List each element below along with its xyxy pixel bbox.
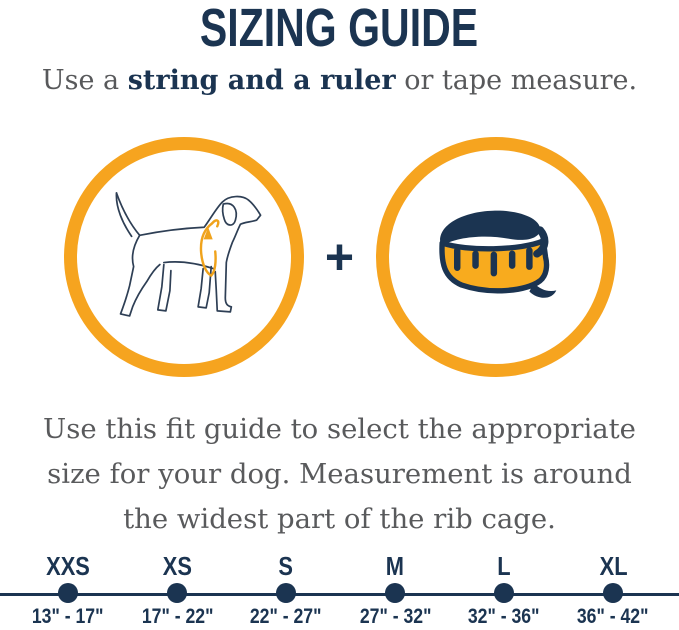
size-range: 36" - 42": [577, 605, 649, 628]
page-title: [0, 0, 679, 58]
subtitle-emphasis: string and a ruler: [127, 65, 396, 96]
size-range: 32" - 36": [467, 605, 540, 628]
size-col-xl: [548, 552, 678, 628]
dog-measure-circle: [64, 137, 304, 377]
size-dot: [603, 583, 623, 603]
size-dot: [167, 583, 187, 603]
instructions-line: Use this fit guide to select the appropriate: [43, 413, 636, 445]
size-label: XL: [599, 551, 628, 581]
subtitle-suffix: or tape measure.: [395, 65, 638, 96]
size-scale: [0, 552, 679, 630]
size-label: XXS: [46, 551, 90, 581]
size-dot: [494, 583, 514, 603]
fit-instructions: [0, 407, 679, 542]
size-range: 22" - 27": [250, 605, 322, 628]
size-range: 27" - 32": [359, 605, 431, 628]
size-range: 17" - 22": [141, 605, 214, 628]
size-label: XS: [162, 551, 192, 581]
size-range: 13" - 17": [32, 605, 104, 628]
size-label: M: [386, 551, 405, 581]
size-label: S: [278, 551, 294, 581]
tape-measure-circle: [376, 137, 616, 377]
measuring-tape-icon: [426, 203, 566, 311]
instructions-line: the widest part of the rib cage.: [123, 503, 556, 535]
subtitle: [0, 63, 679, 99]
subtitle-prefix: Use a: [41, 65, 128, 96]
page-title-text: SIZING GUIDE: [200, 0, 479, 58]
plus-sign: +: [324, 229, 355, 285]
instructions-line: size for your dog. Measurement is around: [47, 458, 632, 490]
size-label: L: [497, 551, 511, 581]
size-dot: [58, 583, 78, 603]
illustration-row: [0, 137, 679, 377]
size-dot: [385, 583, 405, 603]
size-dot: [276, 583, 296, 603]
dog-girth-illustration: [103, 189, 265, 325]
